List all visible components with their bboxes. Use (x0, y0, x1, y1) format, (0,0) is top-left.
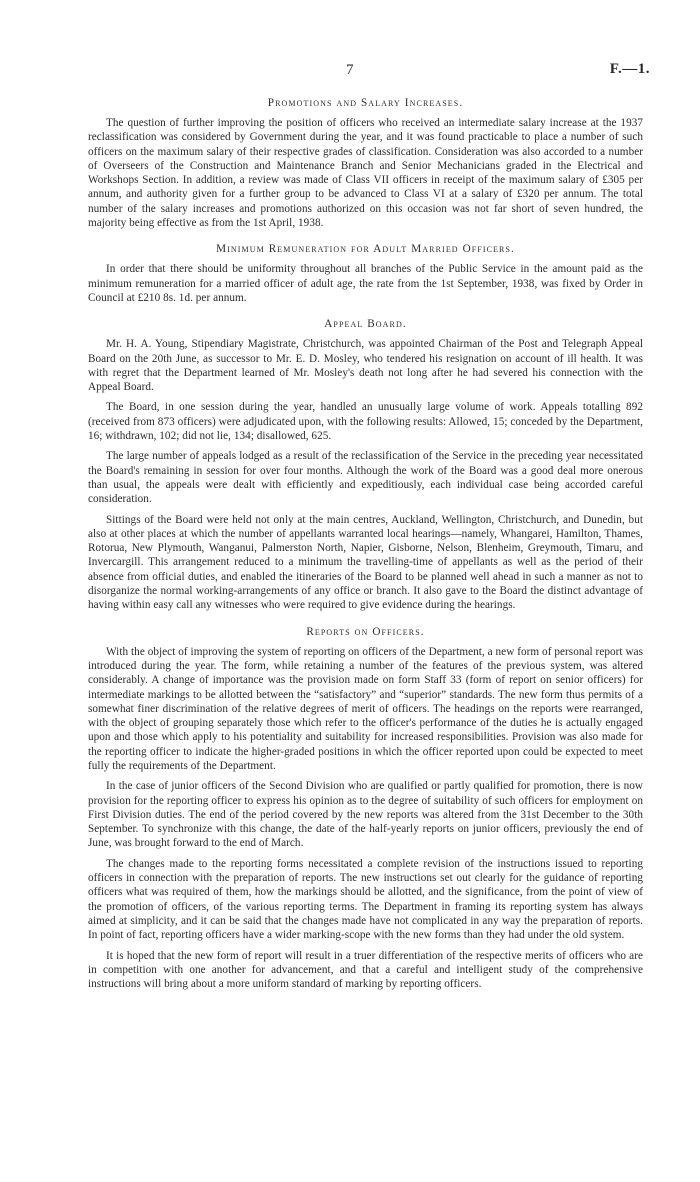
page-number: 7 (346, 62, 354, 78)
paragraph: The question of further improving the position of officers who received an intermediate salary increase at the 1937 reclassification was considered by Government during the year, and it was found practicable to place a number of such officers on the maximum salary of their respective grades of classification. Consideration was also accorded to a number of Overseers of the Construction and Maintenance Branch and Senior Mechanicians graded in the Electrical and Workshops Section. In addition, a review was made of Class VII officers in receipt of the maximum salary of £305 per annum, and authority given for a further group to be advanced to Class VI at a salary of £320 per annum. The total number of the salary increases and promotions authorized on this occasion was not far short of seven hundred, the majority being effective as from the 1st April, 1938. (88, 117, 643, 230)
paragraph: In order that there should be uniformity throughout all branches of the Public Service in the amount paid as the minimum remuneration for a married officer of adult age, the rate from the 1st September, 1938, was fixed by Order in Council at £210 8s. 1d. per annum. (88, 263, 643, 304)
page-body (88, 96, 643, 1003)
section-promotions (88, 96, 643, 230)
section-heading: Reports on Officers. (306, 625, 425, 638)
section-heading: Minimum Remuneration for Adult Married Officers. (216, 243, 515, 256)
paragraph: Mr. H. A. Young, Stipendiary Magistrate, Christchurch, was appointed Chairman of the Post and Telegraph Appeal Board on the 20th June, as successor to Mr. E. D. Mosley, who tendered his resignation on account of ill health. It was with regret that the Department learned of Mr. Mosley's death not long after he had severed his connection with the Appeal Board. (88, 338, 643, 394)
document-code: F.—1. (609, 61, 650, 77)
paragraph: The changes made to the reporting forms necessitated a complete revision of the instructions issued to reporting officers in connection with the preparation of reports. The new instructions set out clearly for the guidance of reporting officers what was required of them, how the markings should be allotted, and the significance, from the point of view of the promotion of officers, of the various reporting terms. The Department in framing its reporting system has always aimed at simplicity, and it can be said that the changes made have not complicated in any way the preparation of reports. In point of fact, reporting officers have a wider marking-scope with the new forms than they had under the old system. (88, 857, 643, 942)
section-minimum-remuneration (88, 242, 643, 305)
paragraph: Sittings of the Board were held not only at the main centres, Auckland, Wellington, Christchurch, and Dunedin, but also at other places at which the number of appellants warranted local hearings—namely, Whangarei, Hamilton, Thames, Rotorua, New Plymouth, Wanganui, Palmerston North, Napier, Gisborne, Nelson, Blenheim, Greymouth, Timaru, and Invercargill. This arrangement reduced to a minimum the travelling-time of appellants as well as the period of their absence from official duties, and enabled the itineraries of the Board to be planned well ahead in such a manner as not to disorganize the normal working-arrangements of any office or branch. It also gave to the Board the distinct advantage of having within easy call any witnesses who were required to give evidence during the hearings. (88, 513, 643, 612)
section-heading: Appeal Board. (324, 318, 407, 331)
paragraph: The large number of appeals lodged as a result of the reclassification of the Service in the preceding year necessitated the Board's remaining in session for over four months. Although the work of the Board was a good deal more onerous than usual, the appeals were dealt with efficiently and expeditiously, each individual case being accorded careful consideration. (88, 450, 643, 506)
section-appeal-board (88, 317, 643, 612)
paragraph: With the object of improving the system of reporting on officers of the Department, a new form of personal report was introduced during the year. The form, while retaining a number of the features of the previous system, was altered considerably. A change of importance was the provision made on form Staff 33 (form of report on senior officers) for intermediate markings to be allotted between the “satisfactory” and “superior” standards. The new form thus permits of a somewhat finer discrimination of the relative degrees of merit of officers. The headings on the reports were rearranged, with the object of grouping separately those which refer to the officer's performance of the duties he is actually engaged upon and those which apply to his potentiality and suitability for increased responsibilities. Provision was also made for the reporting officer to indicate the higher-graded positions in which the officer reported upon could be expected to meet fully the requirements of the Department. (88, 645, 643, 772)
section-heading: Promotions and Salary Increases. (267, 97, 464, 109)
paragraph: It is hoped that the new form of report will result in a truer differentiation of the respective merits of officers who are in competition with one another for advancement, and that a careful and intelligent study of the comprehensive instructions will bring about a more uniform standard of marking by reporting officers. (88, 949, 643, 991)
paragraph: In the case of junior officers of the Second Division who are qualified or partly qualified for promotion, there is now provision for the reporting officer to express his opinion as to the degree of suitability of such officers for employment on First Division duties. The end of the period covered by the new reports was altered from the 31st December to the 30th September. To synchronize with this change, the date of the half-yearly reports on junior officers, previously the end of June, was brought forward to the end of March. (88, 780, 643, 850)
paragraph: The Board, in one session during the year, handled an unusually large volume of work. Appeals totalling 892 (received from 873 officers) were adjudicated upon, with the following results: Allowed, 15; conceded by the Department, 16; withdrawn, 102; did not lie, 134; disallowed, 625. (88, 401, 643, 443)
section-reports-on-officers (88, 625, 643, 992)
